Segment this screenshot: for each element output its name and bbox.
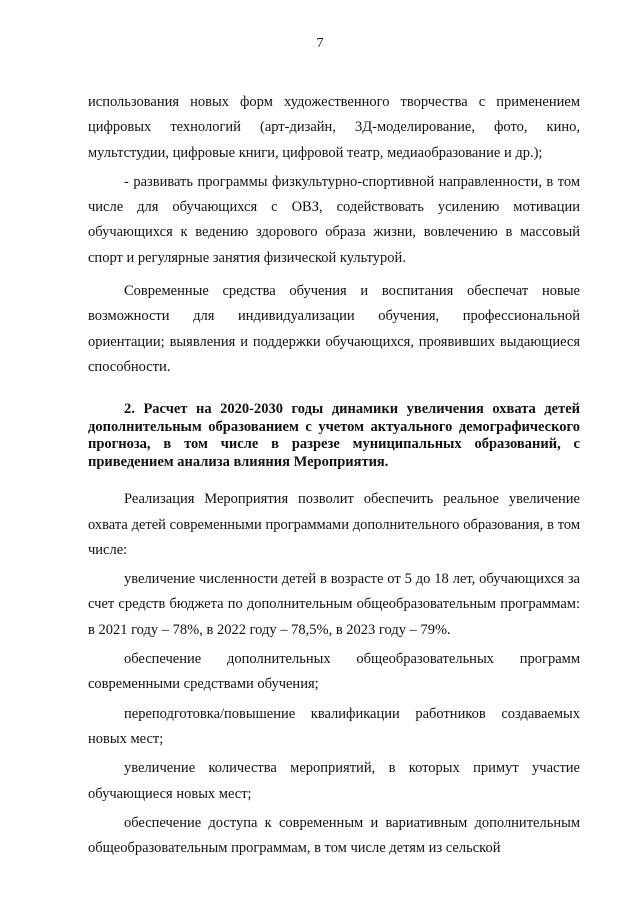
list-item-events: увеличение количества мероприятий, в которых примут участие обучающиеся новых мест;	[88, 760, 580, 802]
list-item-children-count: увеличение численности детей в возрасте от 5 до 18 лет, обучающихся за счет средств бюджета по дополнительным общеобразовательным программам: в 2021 году – 78%, в 2022 году – 78,5%, в 2023 году – 79%.	[88, 571, 580, 638]
section-heading: 2. Расчет на 2020-2030 годы динамики увеличения охвата детей дополнительным образованием с учетом актуального демографического прогноза, в том числе в разрезе муниципальных образований, с приведением анализа влияния Мероприятия.	[88, 401, 580, 470]
page-number: 7	[316, 36, 324, 51]
list-item-modern-tools: обеспечение дополнительных общеобразовательных программ современными средствами обучения;	[88, 651, 580, 693]
page-content	[88, 90, 580, 861]
paragraph-modern-tools: Современные средства обучения и воспитания обеспечат новые возможности для индивидуализации обучения, профессиональной ориентации; выявления и поддержки обучающихся, проявивших выдающиеся способности.	[88, 283, 580, 375]
section-heading-wrap	[88, 401, 580, 471]
list-item-access: обеспечение доступа к современным и вариативным дополнительным общеобразовательным программам, в том числе детям из сельской	[88, 814, 580, 857]
list-item-retraining: переподготовка/повышение квалификации работников создаваемых новых мест;	[88, 705, 580, 747]
paragraph-implementation: Реализация Мероприятия позволит обеспечить реальное увеличение охвата детей современными программами дополнительного образования, в том числе:	[88, 491, 580, 558]
paragraph-sports-programs: - развивать программы физкультурно-спортивной направленности, в том числе для обучающихся с ОВЗ, содействовать усилению мотивации обучающихся к ведению здорового образа жизни, вовлечению в массовый спорт и регулярные занятия физической культурой.	[88, 173, 580, 266]
paragraph-continuation: использования новых форм художественного творчества с применением цифровых технологий (арт-дизайн, 3Д-моделирование, фото, кино, мультстудии, цифровые книги, цифровой театр, медиаобразование и др.);	[88, 94, 580, 161]
